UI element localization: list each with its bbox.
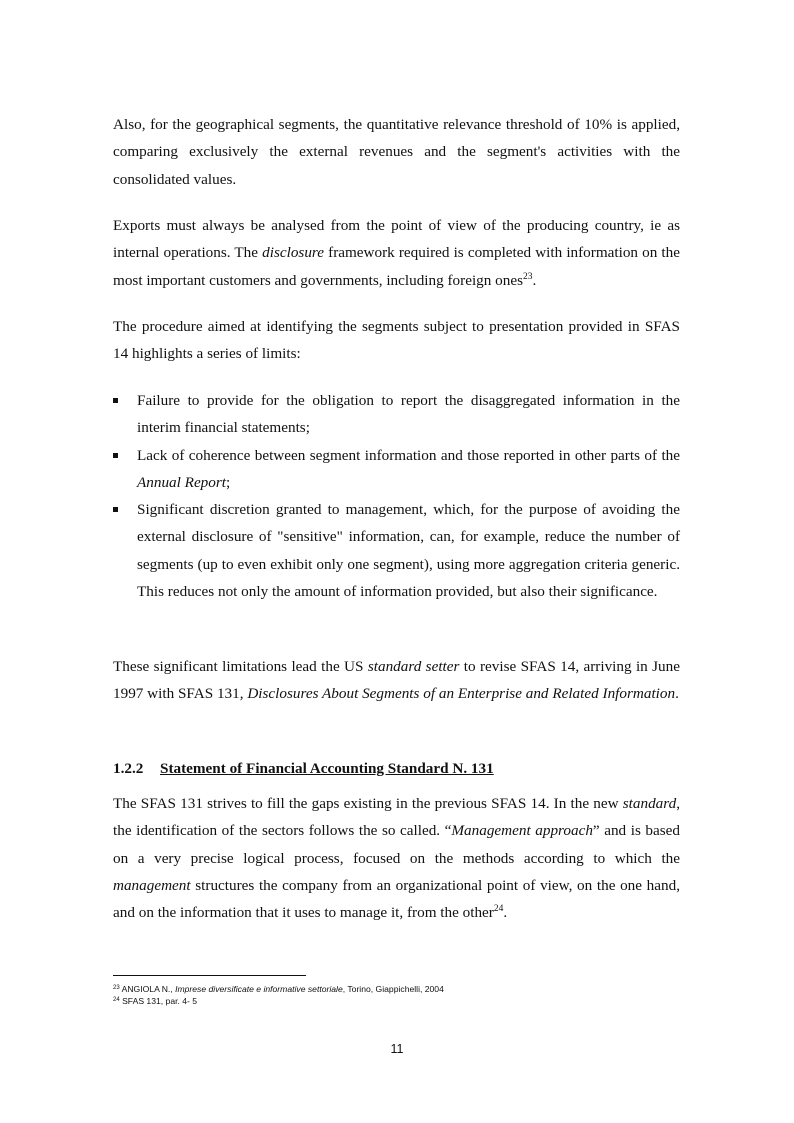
emphasis-standard: standard	[622, 795, 677, 812]
paragraph-text: .	[532, 271, 537, 289]
paragraph-text: The SFAS 131 strives to fill the gaps existing in the previous SFAS 14. In the new	[113, 795, 623, 812]
paragraph-text: These significant limitations lead the US	[113, 658, 368, 675]
footnote-24	[113, 995, 680, 1007]
list-item-text: ;	[226, 473, 231, 491]
section-number: 1.2.2	[113, 760, 144, 777]
footnote-text: ANGIOLA N.,	[119, 984, 176, 994]
footnote-mark: 23	[113, 985, 120, 991]
paragraph-text: ” and is based on a very precise logical process, focused on the methods according to which the	[113, 822, 680, 867]
paragraph-text: framework required is completed with information on the most important customers and governments, including foreign ones	[113, 244, 680, 289]
footnote-text: SFAS 131, par. 4- 5	[119, 996, 198, 1006]
footnote-23	[113, 983, 680, 995]
list-item	[113, 442, 680, 497]
list-item	[113, 387, 680, 442]
paragraph-text: , the identification of the sectors follows the so called. “	[113, 795, 680, 840]
list-item-text: Significant discretion granted to management, which, for the purpose of avoiding the external disclosure of "sensitive" information, can, for example, reduce the number of segments (up to even exhibit only one segment), using more aggregation criteria generic. This reduces not only the amount of information provided, but also their significance.	[137, 501, 680, 601]
footnotes	[113, 983, 680, 1007]
list-item	[113, 496, 680, 605]
paragraph-geographical-segments	[113, 111, 680, 193]
paragraph-text: Exports must always be analysed from the point of view of the producing country, ie as internal operations. The	[113, 217, 680, 262]
emphasis-disclosure: disclosure	[262, 244, 325, 262]
emphasis-annual-report: Annual Report	[137, 473, 227, 491]
page-number: 11	[390, 1042, 404, 1056]
paragraph-limitations	[113, 653, 680, 708]
footnote-mark: 24	[113, 997, 120, 1003]
paragraph-sfas131	[113, 790, 680, 926]
paragraph-text: .	[503, 904, 508, 922]
paragraph-procedure	[113, 313, 680, 368]
footnote-ref-24[interactable]: 24	[493, 904, 504, 915]
footnote-text: , Torino, Giappichelli, 2004	[342, 984, 444, 994]
paragraph-exports	[113, 212, 680, 294]
paragraph-text: structures the company from an organizational point of view, on the one hand, and on the information that it uses to manage it, from the other	[113, 876, 680, 922]
emphasis-management: management	[113, 876, 191, 894]
limits-list	[113, 387, 680, 605]
list-item-text: Lack of coherence between segment information and those reported in other parts of the	[137, 446, 680, 464]
emphasis-management-approach: Management approach	[451, 822, 593, 840]
paragraph-text: to revise SFAS 14, arriving in June 1997 with SFAS 131,	[113, 658, 680, 703]
footnote-divider	[113, 975, 306, 976]
emphasis-sfas131-title: Disclosures About Segments of an Enterprise and Related Information	[247, 685, 676, 703]
section-title: Statement of Financial Accounting Standard N. 131	[160, 760, 494, 777]
list-item-text: Failure to provide for the obligation to report the disaggregated information in the interim financial statements;	[137, 392, 680, 437]
footnote-ref-23[interactable]: 23	[523, 271, 533, 282]
paragraph-text: Also, for the geographical segments, the quantitative relevance threshold of 10% is applied, comparing exclusively the external revenues and the segment's activities with the consolidated values.	[113, 116, 680, 188]
footnote-title: Imprese diversificate e informative settoriale	[175, 984, 343, 994]
section-heading	[113, 755, 680, 782]
paragraph-text: .	[675, 685, 679, 703]
emphasis-standard-setter: standard setter	[367, 658, 460, 675]
paragraph-text: The procedure aimed at identifying the segments subject to presentation provided in SFAS 14 highlights a series of limits:	[113, 318, 680, 363]
